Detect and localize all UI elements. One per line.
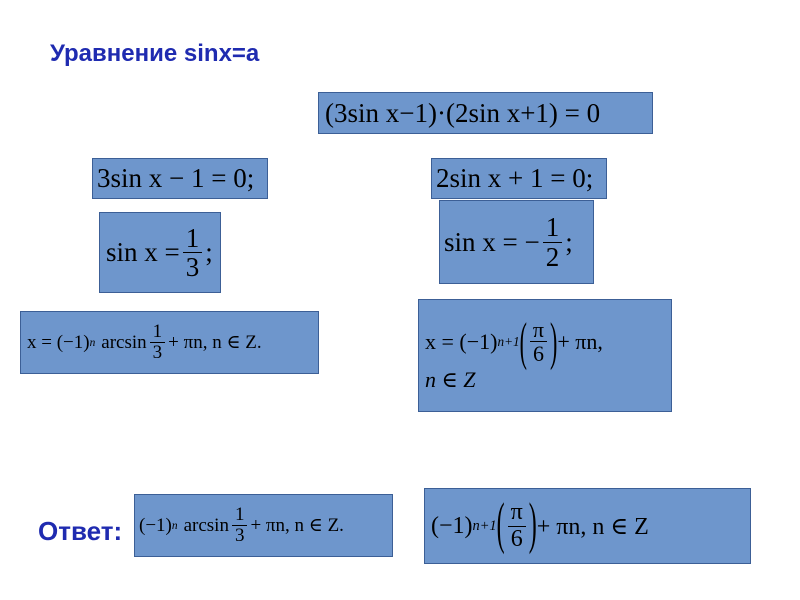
answer-box-2 <box>424 488 751 564</box>
fraction-denominator: 3 <box>183 252 203 281</box>
semicolon: ; <box>205 237 213 267</box>
answer1-post: + πn, n ∈ Z. <box>250 515 344 536</box>
fraction-numerator: 1 <box>185 222 200 253</box>
general-left-fraction <box>150 322 166 363</box>
fraction-one-third <box>183 224 203 282</box>
answer2-exponent: n+1 <box>472 517 497 534</box>
general-right-fraction <box>530 318 547 365</box>
equation-left-1 <box>92 158 268 199</box>
fraction-numerator: 1 <box>152 321 163 343</box>
general-left-post: + πn, n ∈ Z. <box>168 332 262 353</box>
answer-box-1 <box>134 494 393 557</box>
general-right-pre: x = (−1) <box>425 328 498 354</box>
equation-right-2 <box>439 200 594 284</box>
semicolon: ; <box>565 226 573 257</box>
answer2-post: + πn, n ∈ Z <box>536 513 649 540</box>
answer2-pre: (−1) <box>431 512 473 539</box>
equation-left-2 <box>99 212 221 293</box>
sin-prefix-right: sin x = − <box>444 226 540 257</box>
fraction-denominator: 6 <box>508 526 526 552</box>
slide-title: Уравнение sinx=a <box>50 40 260 67</box>
sin-prefix-left: sin x = <box>106 237 180 267</box>
general-solution-left <box>20 311 319 374</box>
right-paren: ) <box>528 493 537 556</box>
fraction-denominator: 6 <box>530 341 547 365</box>
fraction-denominator: 2 <box>543 242 563 271</box>
fraction-one-half <box>543 213 563 271</box>
fraction-numerator: π <box>510 499 523 526</box>
equation-factored-text: (3sin x−1)·(2sin x+1) = 0 <box>325 97 601 128</box>
answer2-fraction <box>508 500 526 551</box>
general-solution-right <box>418 299 672 412</box>
general-right-line1 <box>425 310 603 371</box>
answer-label: Ответ: <box>38 516 123 546</box>
general-right-exponent: n+1 <box>497 333 520 349</box>
fraction-numerator: π <box>532 316 544 342</box>
equation-left-1-text: 3sin x − 1 = 0; <box>97 163 255 193</box>
general-right-line2: n ∈ Z <box>425 367 476 393</box>
answer1-pre: (−1) <box>139 514 172 536</box>
left-paren: ( <box>519 310 527 371</box>
fraction-numerator: 1 <box>545 212 560 243</box>
fraction-numerator: 1 <box>234 504 245 526</box>
general-left-arcsin: arcsin <box>101 331 147 353</box>
equation-right-1-text: 2sin x + 1 = 0; <box>436 163 594 193</box>
general-left-exponent: n <box>89 336 96 349</box>
equation-factored <box>318 92 653 134</box>
fraction-denominator: 3 <box>232 525 248 546</box>
answer1-fraction <box>232 505 248 546</box>
fraction-denominator: 3 <box>150 342 166 363</box>
equation-right-1 <box>431 158 607 199</box>
general-right-post: + πn, <box>557 328 603 354</box>
general-left-pre: x = (−1) <box>27 331 90 353</box>
answer1-exponent: n <box>171 519 178 532</box>
answer1-arcsin: arcsin <box>183 514 229 536</box>
right-paren: ) <box>550 310 558 371</box>
left-paren: ( <box>496 493 505 556</box>
